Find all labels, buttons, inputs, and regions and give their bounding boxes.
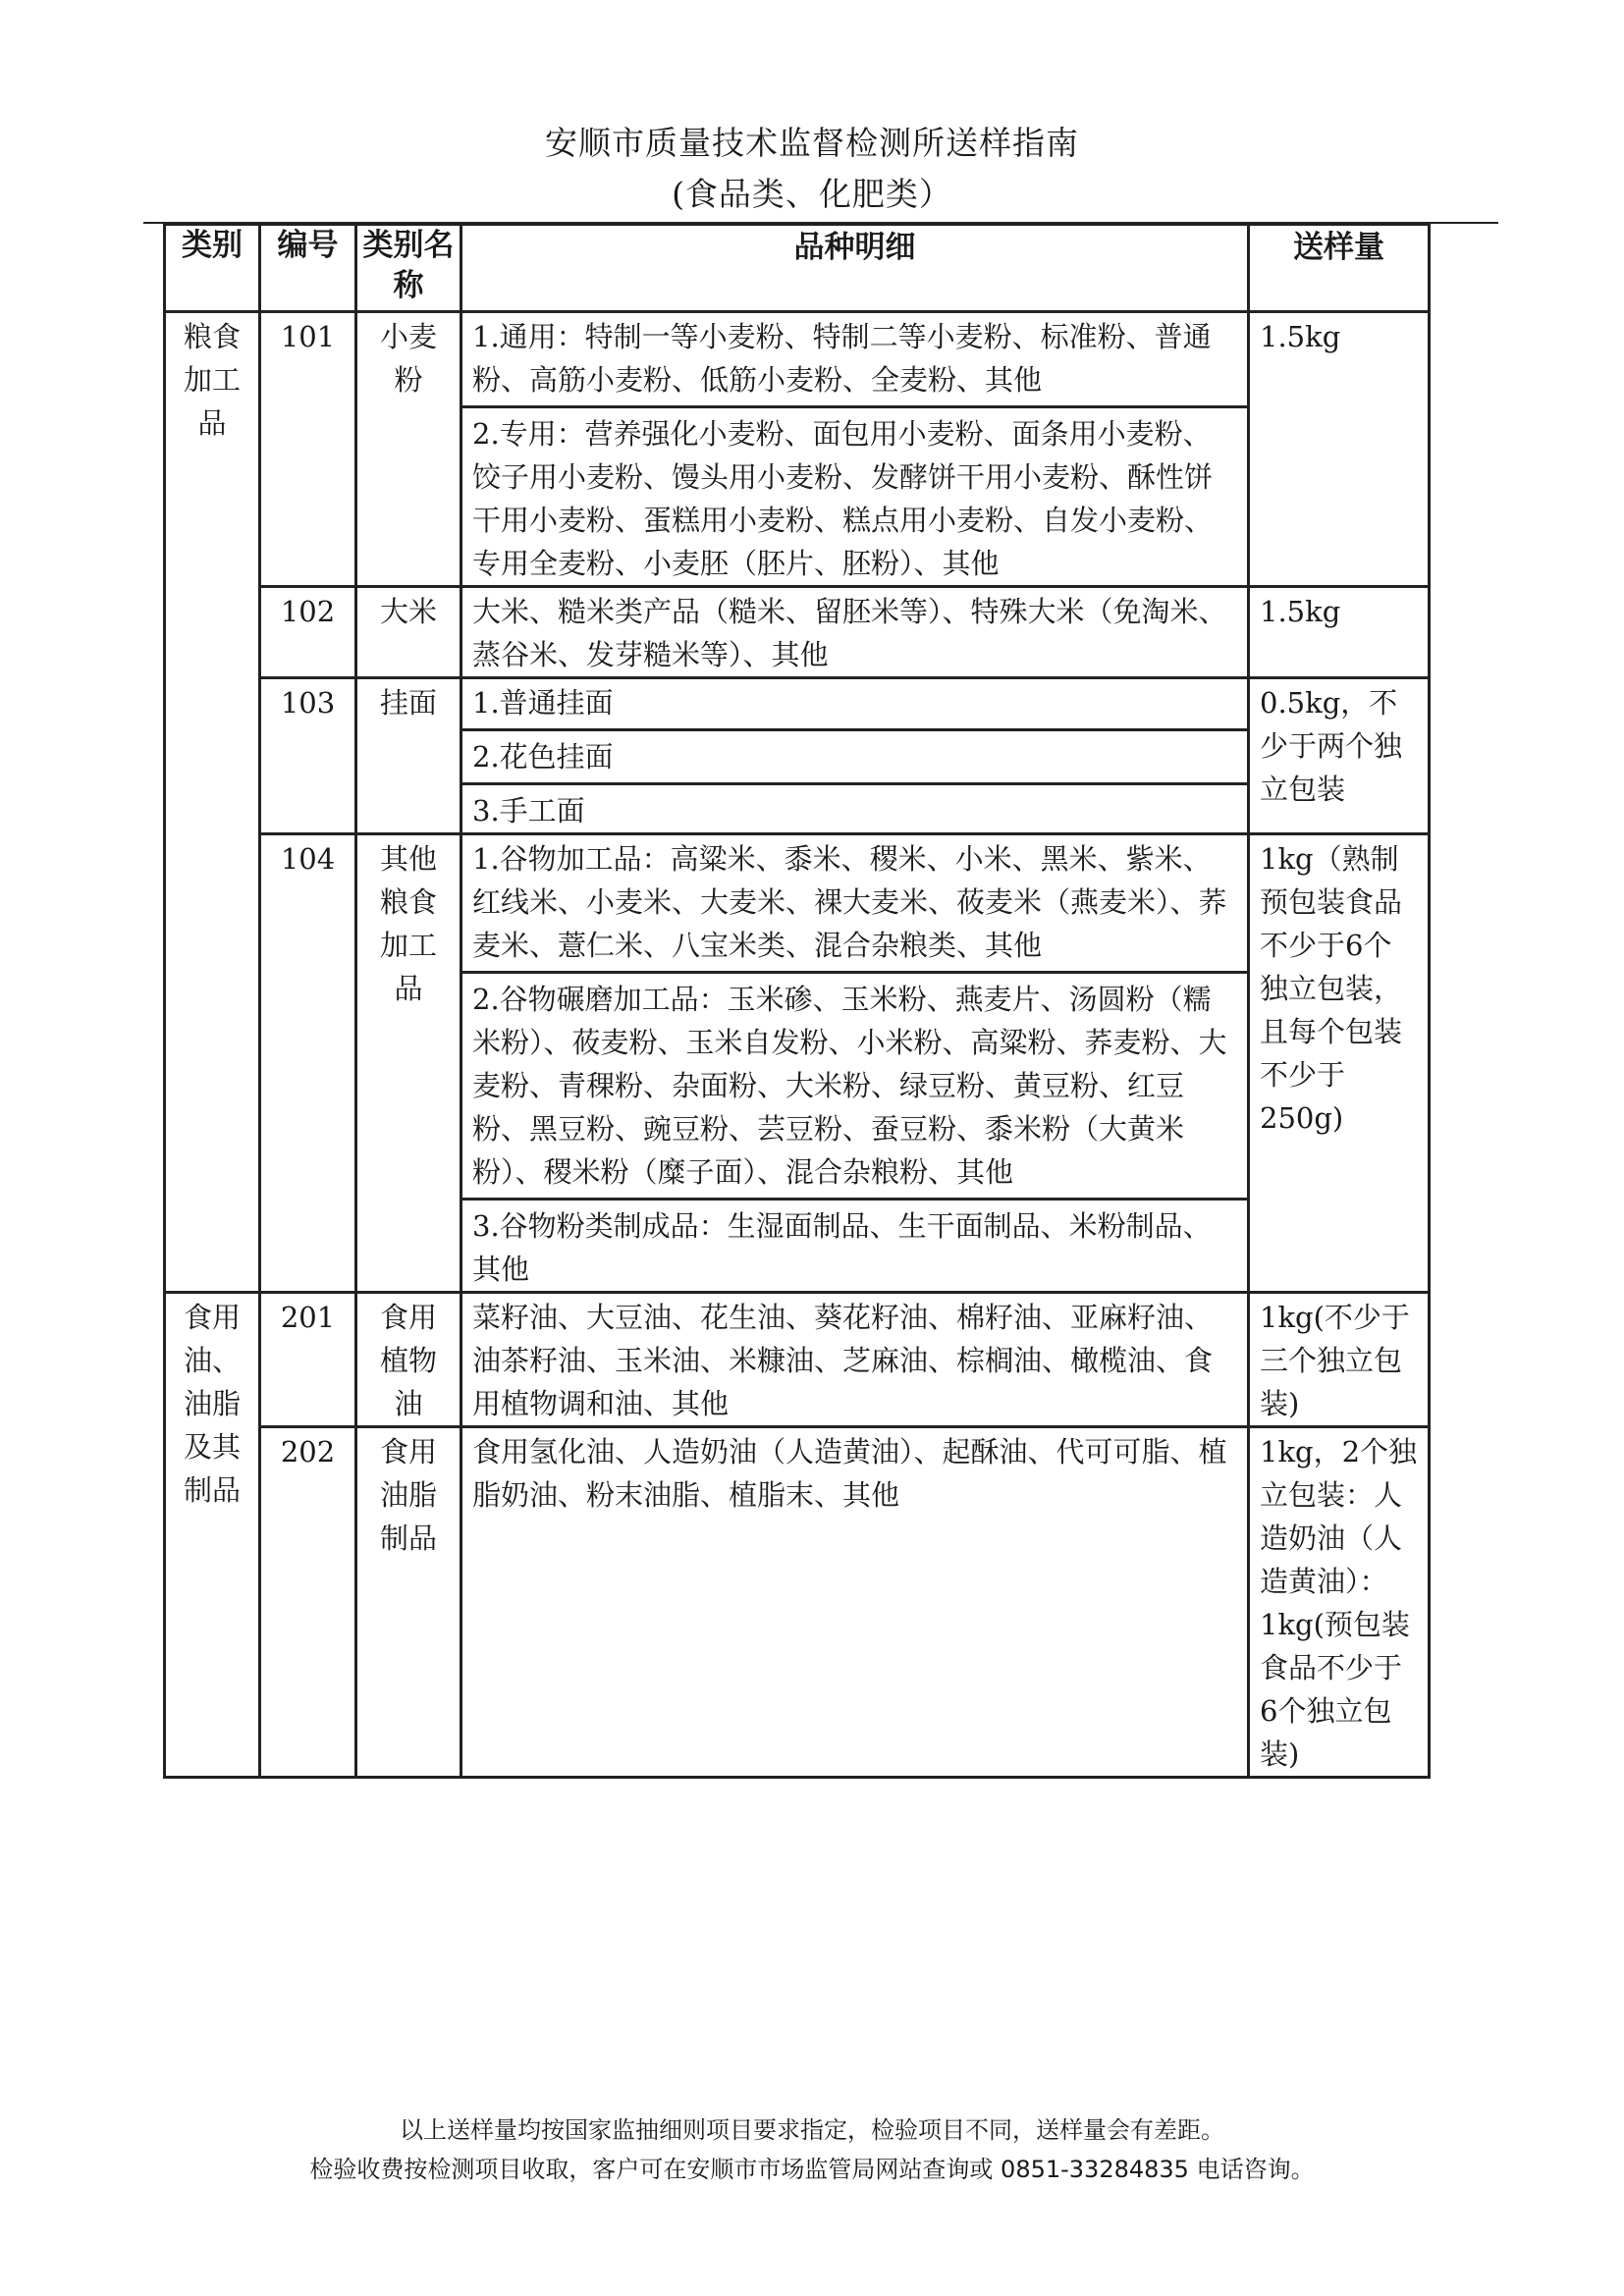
name-cell: 挂面 — [356, 678, 461, 834]
detail-cell — [461, 312, 1249, 587]
detail-cell — [461, 587, 1249, 678]
header-name: 类别名称 — [356, 225, 461, 312]
detail-cell — [461, 834, 1249, 1293]
detail-item: 1.通用：特制一等小麦粉、特制二等小麦粉、标准粉、普通粉、高筋小麦粉、低筋小麦粉、全麦粉、其他 — [472, 320, 1212, 397]
category-cell: 食用油、油脂及其制品 — [165, 1293, 260, 1778]
detail-item: 2.花色挂面 — [472, 740, 614, 774]
table-row — [165, 1427, 1430, 1778]
table-header-row — [165, 225, 1430, 312]
detail-item: 食用氢化油、人造奶油（人造黄油）、起酥油、代可可脂、植脂奶油、粉末油脂、植脂末、其他 — [472, 1435, 1227, 1512]
detail-cell — [461, 1293, 1249, 1427]
header-amount: 送样量 — [1249, 225, 1430, 312]
name-cell: 小麦粉 — [356, 312, 461, 587]
detail-divider — [460, 782, 1247, 785]
detail-cell — [461, 1427, 1249, 1778]
name-cell: 大米 — [356, 587, 461, 678]
detail-item: 1.谷物加工品：高粱米、黍米、稷米、小米、黑米、紫米、红线米、小麦米、大麦米、裸大麦米、莜麦米（燕麦米）、荞麦米、薏仁米、八宝米类、混合杂粮类、其他 — [472, 842, 1227, 962]
table-row — [165, 834, 1430, 1293]
detail-divider — [460, 1198, 1247, 1201]
header-category: 类别 — [165, 225, 260, 312]
amount-cell: 1kg(不少于三个独立包装) — [1249, 1293, 1430, 1427]
category-cell: 粮食加工品 — [165, 312, 260, 1293]
amount-cell: 1.5kg — [1249, 312, 1430, 587]
sampling-table — [163, 223, 1431, 1779]
name-cell: 其他粮食加工品 — [356, 834, 461, 1293]
footer-note: 以上送样量均按国家监抽细则项目要求指定，检验项目不同，送样量会有差距。 — [400, 2116, 1224, 2144]
detail-item: 2.专用：营养强化小麦粉、面包用小麦粉、面条用小麦粉、饺子用小麦粉、馒头用小麦粉、发酵饼干用小麦粉、酥性饼干用小麦粉、蛋糕用小麦粉、糕点用小麦粉、自发小麦粉、专用全麦粉、小麦胚（胚片、胚粉）、其他 — [472, 417, 1214, 580]
detail-item: 大米、糙米类产品（糙米、留胚米等）、特殊大米（免淘米、蒸谷米、发芽糙米等）、其他 — [472, 595, 1227, 671]
detail-divider — [460, 728, 1247, 731]
detail-cell — [461, 678, 1249, 834]
detail-item: 菜籽油、大豆油、花生油、葵花籽油、棉籽油、亚麻籽油、油茶籽油、玉米油、米糠油、芝麻油、棕榈油、橄榄油、食用植物调和油、其他 — [472, 1301, 1214, 1420]
header-detail: 品种明细 — [461, 225, 1249, 312]
detail-item: 3.手工面 — [472, 794, 585, 828]
code-cell: 101 — [260, 312, 356, 587]
name-cell: 食用油脂制品 — [356, 1427, 461, 1778]
amount-cell: 1kg（熟制预包装食品不少于6个独立包装，且每个包装不少于250g) — [1249, 834, 1430, 1293]
amount-cell: 1.5kg — [1249, 587, 1430, 678]
code-cell: 201 — [260, 1293, 356, 1427]
page-subtitle: (食品类、化肥类） — [672, 175, 952, 213]
header-code: 编号 — [260, 225, 356, 312]
detail-item: 1.普通挂面 — [472, 686, 614, 720]
detail-item: 2.谷物碾磨加工品：玉米碜、玉米粉、燕麦片、汤圆粉（糯米粉）、莜麦粉、玉米自发粉、小米粉、高粱粉、荞麦粉、大麦粉、青稞粉、杂面粉、大米粉、绿豆粉、黄豆粉、红豆粉、黑豆粉、豌豆粉、芸豆粉、蚕豆粉、黍米粉（大黄米粉）、稷米粉（糜子面）、混合杂粮粉、其他 — [472, 983, 1227, 1189]
detail-divider — [460, 971, 1247, 974]
amount-cell: 0.5kg，不少于两个独立包装 — [1249, 678, 1430, 834]
table-row — [165, 678, 1430, 834]
code-cell: 202 — [260, 1427, 356, 1778]
table-row — [165, 587, 1430, 678]
code-cell: 104 — [260, 834, 356, 1293]
name-cell: 食用植物油 — [356, 1293, 461, 1427]
table-row — [165, 1293, 1430, 1427]
footer-contact: 检验收费按检测项目收取，客户可在安顺市市场监管局网站查询或 0851-33284835 电话咨询。 — [309, 2156, 1315, 2183]
amount-cell: 1kg，2个独立包装：人造奶油（人造黄油）：1kg(预包装食品不少于6个独立包装) — [1249, 1427, 1430, 1778]
code-cell: 102 — [260, 587, 356, 678]
table-row — [165, 312, 1430, 587]
detail-divider — [460, 405, 1247, 408]
detail-item: 3.谷物粉类制成品：生湿面制品、生干面制品、米粉制品、其他 — [472, 1209, 1212, 1286]
page-title: 安顺市质量技术监督检测所送样指南 — [545, 124, 1079, 162]
code-cell: 103 — [260, 678, 356, 834]
